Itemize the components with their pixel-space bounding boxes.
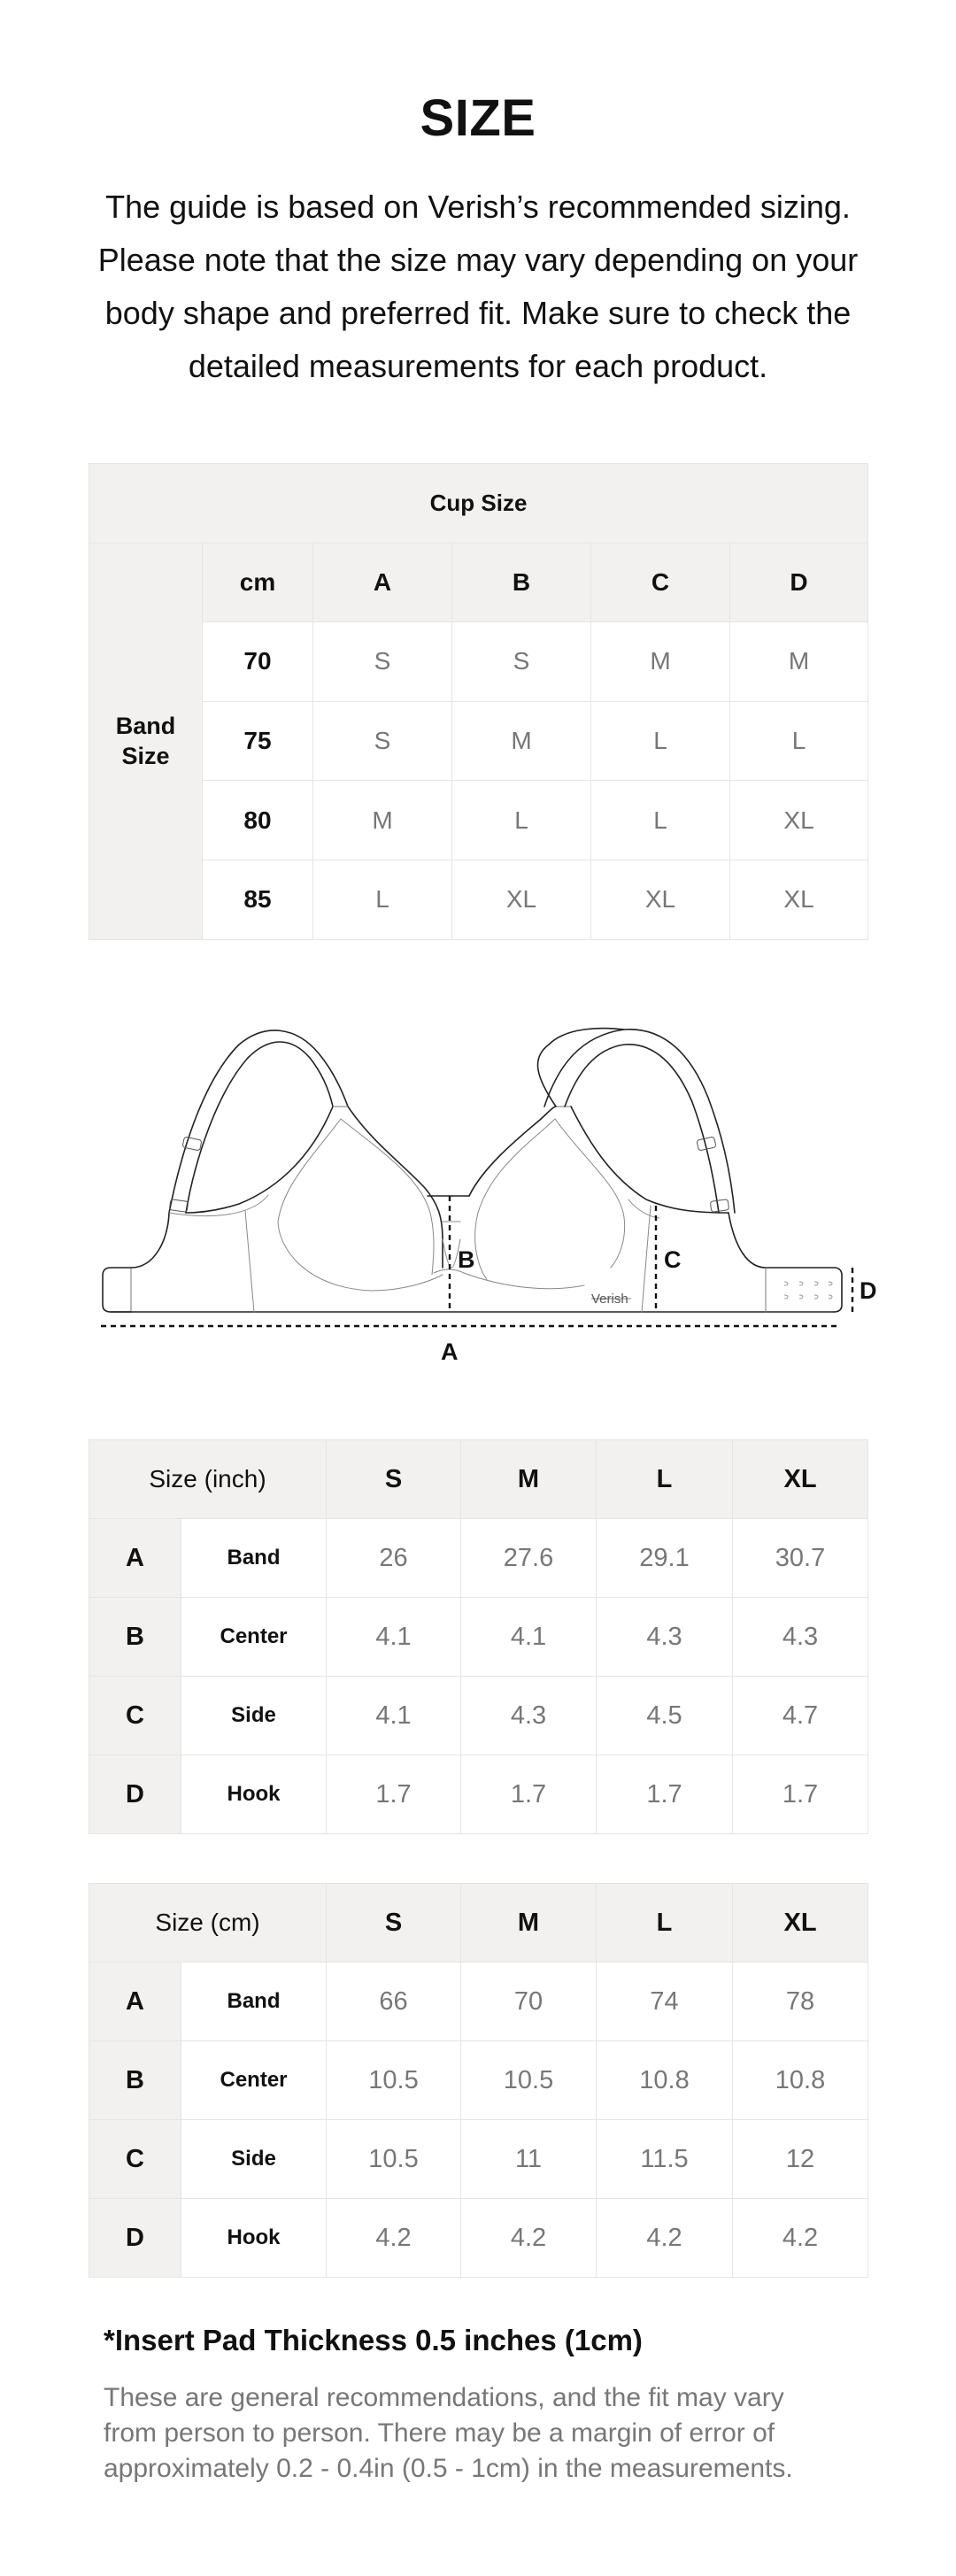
size-cell: L [591,701,730,781]
size-cell: L [452,781,591,860]
page-title: SIZE [420,89,536,147]
bra-measurement-diagram [0,1000,956,1381]
size-cell: XL [591,860,730,939]
size-column-header: M [461,1884,597,1963]
cup-size-heading: Cup Size [89,464,868,544]
table-row [89,2041,868,2120]
label-b: B [458,1246,475,1273]
size-column-header: L [597,1884,733,1963]
table-row [89,1677,868,1755]
measure-value: 78 [733,1963,868,2041]
table-row [89,2120,868,2199]
cup-column-header-row [89,543,868,622]
measure-name: Band [181,1519,327,1598]
measure-value: 29.1 [597,1519,733,1598]
measure-value: 27.6 [461,1519,597,1598]
measure-name: Hook [181,2199,327,2278]
measure-letter: B [89,2041,181,2120]
measure-value: 4.2 [461,2199,597,2278]
measure-value: 30.7 [733,1519,868,1598]
size-cm-table [89,1883,868,2278]
fit-disclaimer [104,2380,865,2487]
unit-header: cm [203,543,313,622]
cup-size-table [89,463,868,940]
measure-name: Band [181,1963,327,2041]
size-inch-table [89,1439,868,1834]
cup-column-header: A [313,543,452,622]
measure-value: 70 [461,1963,597,2041]
measure-name: Center [181,2041,327,2120]
measure-value: 11 [461,2120,597,2199]
measure-value: 1.7 [597,1755,733,1834]
measure-value: 4.5 [597,1677,733,1755]
size-cell: M [591,622,730,702]
table-row [89,781,868,860]
cup-column-header: D [730,543,868,622]
band-size-label [89,543,203,939]
measure-value: 10.5 [327,2041,461,2120]
band-value: 80 [203,781,313,860]
measure-letter: A [89,1963,181,2041]
size-cell: S [313,622,452,702]
verish-logo: Verish [591,1292,628,1307]
table-row [89,1755,868,1834]
disclaimer-line: These are general recommendations, and the fit may vary [104,2383,784,2412]
size-cell: M [313,781,452,860]
size-cell: S [313,701,452,781]
size-cell: M [452,701,591,781]
measure-value: 10.5 [327,2120,461,2199]
size-column-header: XL [733,1884,868,1963]
measure-value: 4.2 [327,2199,461,2278]
measure-letter: C [89,1677,181,1755]
measure-letter: D [89,2199,181,2278]
insert-pad-note: *Insert Pad Thickness 0.5 inches (1cm) [104,2324,643,2356]
measure-value: 1.7 [327,1755,461,1834]
size-column-header: S [327,1884,461,1963]
measure-value: 4.1 [327,1598,461,1677]
cup-column-header: B [452,543,591,622]
measure-value: 4.3 [461,1677,597,1755]
band-value: 70 [203,622,313,702]
measure-letter: C [89,2120,181,2199]
measure-value: 10.5 [461,2041,597,2120]
size-inch-heading: Size (inch) [89,1440,327,1519]
table-row [89,701,868,781]
measure-name: Hook [181,1755,327,1834]
measure-value: 74 [597,1963,733,2041]
disclaimer-line: approximately 0.2 - 0.4in (0.5 - 1cm) in the measurements. [104,2454,793,2483]
table-row [89,1963,868,2041]
table-row [89,860,868,939]
intro-line: The guide is based on Verish’s recommended sizing. [105,189,851,225]
size-cell: XL [730,781,868,860]
measure-value: 1.7 [461,1755,597,1834]
table-row [89,2199,868,2278]
measure-letter: B [89,1598,181,1677]
measure-value: 12 [733,2120,868,2199]
band-size-label-line2: Size [121,743,170,770]
measure-value: 1.7 [733,1755,868,1834]
measure-name: Side [181,2120,327,2199]
label-d: D [860,1277,877,1304]
size-cell: XL [730,860,868,939]
intro-line: body shape and preferred fit. Make sure to check the [104,295,852,331]
hook-eyes-icon [784,1282,832,1299]
size-cell: XL [452,860,591,939]
size-column-header: XL [733,1440,868,1519]
measure-value: 4.2 [597,2199,733,2278]
measure-value: 11.5 [597,2120,733,2199]
measure-value: 4.1 [327,1677,461,1755]
measure-value: 10.8 [597,2041,733,2120]
table-row [89,1598,868,1677]
size-cell: L [591,781,730,860]
band-size-label-line1: Band [115,713,176,740]
table-header-row [89,1884,868,1963]
measure-value: 66 [327,1963,461,2041]
intro-line: Please note that the size may vary depending on your [97,242,859,278]
measure-value: 4.1 [461,1598,597,1677]
disclaimer-line: from person to person. There may be a margin of error of [104,2418,775,2448]
intro-text [53,181,903,393]
measure-name: Side [181,1677,327,1755]
band-value: 75 [203,701,313,781]
label-c: C [664,1246,682,1273]
measure-letter: A [89,1519,181,1598]
size-column-header: L [597,1440,733,1519]
band-value: 85 [203,860,313,939]
measure-value: 4.3 [597,1598,733,1677]
size-cell: L [730,701,868,781]
size-column-header: M [461,1440,597,1519]
measure-value: 4.7 [733,1677,868,1755]
cup-size-title-row [89,464,868,544]
measure-name: Center [181,1598,327,1677]
size-cell: M [730,622,868,702]
measure-value: 10.8 [733,2041,868,2120]
size-column-header: S [327,1440,461,1519]
measure-letter: D [89,1755,181,1834]
cup-column-header: C [591,543,730,622]
label-a: A [441,1338,459,1365]
measure-value: 26 [327,1519,461,1598]
measure-value: 4.3 [733,1598,868,1677]
size-cell: L [313,860,452,939]
size-cm-heading: Size (cm) [89,1884,327,1963]
measure-value: 4.2 [733,2199,868,2278]
size-cell: S [452,622,591,702]
table-row [89,622,868,702]
table-row [89,1519,868,1598]
intro-line: detailed measurements for each product. [188,348,768,384]
table-header-row [89,1440,868,1519]
